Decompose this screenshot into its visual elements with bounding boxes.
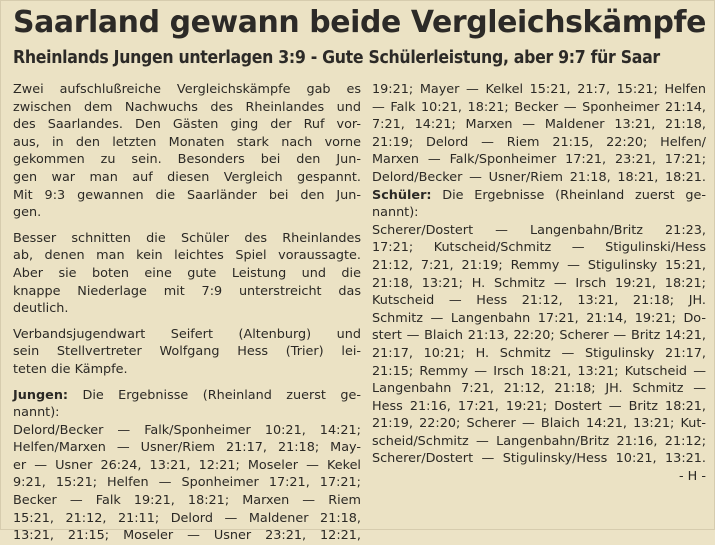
text-line: 21:19; Delord — Riem 21:15, 22:20; Helfen/ — [372, 134, 706, 150]
schueler-results — [372, 187, 706, 486]
headline: Saarland gewann beide Vergleichskämpfe — [13, 5, 707, 40]
text-line: er — Usner 26:24, 13:21, 12:21; Moseler — Kekel — [13, 457, 361, 473]
text-line: ab, denen man kein leichtes Spiel voraussagte. — [13, 248, 361, 264]
leitung-paragraph — [13, 326, 361, 379]
text-line: gekommen zu sein. Besonders bei den Jun- — [13, 152, 361, 168]
text-line: Besser schnitten die Schüler des Rheinlandes — [13, 230, 361, 246]
text-line: 21:19, 22:20; Scherer — Blaich 14:21, 13:21; Kut- — [372, 416, 706, 432]
text-line: teten die Kämpfe. — [13, 361, 128, 377]
text-line: 19:21; Mayer — Kelkel 15:21, 21:7, 15:21; Helfen — [372, 82, 706, 97]
text-line — [13, 387, 361, 405]
text-line: Scherer/Dostert — Stigulinsky/Hess 10:21, 13:21. — [372, 451, 706, 467]
schueler-label: Schüler: — [372, 187, 432, 203]
text-line: Zwei aufschlußreiche Vergleichskämpfe gab es — [13, 82, 361, 97]
text-line: 7:21, 14:21; Marxen — Maldener 13:21, 21:18, — [372, 117, 706, 133]
text-line: 9:21, 15:21; Helfen — Sponheimer 17:21, 17:21; — [13, 475, 361, 491]
text-line: deutlich. — [13, 301, 69, 317]
left-column — [13, 81, 361, 545]
text-line: Becker — Falk 19:21, 18:21; Marxen — Riem — [13, 493, 361, 509]
author-signature: - H - — [679, 469, 706, 485]
text-line — [372, 187, 706, 205]
text-line: aus, in den letzten Monaten stark nach vorne — [13, 134, 361, 150]
text-line: Schmitz — Langenbahn 17:21, 21:14, 19:21; Do- — [372, 310, 706, 326]
text-fragment: Die Ergebnisse (Rheinland zuerst ge- — [431, 187, 706, 203]
text-line: Marxen — Falk/Sponheimer 17:21, 23:21, 17:21; — [372, 152, 706, 168]
text-line: Delord/Becker — Falk/Sponheimer 10:21, 14:21; — [13, 422, 361, 438]
text-line: 21:17, 10:21; H. Schmitz — Stigulinsky 21:17, — [372, 345, 706, 361]
text-line: nannt): — [13, 405, 60, 421]
text-line: Hess 21:16, 17:21, 19:21; Dostert — Britz 18:21, — [372, 398, 706, 414]
schueler-paragraph — [13, 230, 361, 318]
text-fragment: Die Ergebnisse (Rheinland zuerst ge- — [68, 387, 361, 403]
text-line: 17:21; Kutscheid/Schmitz — Stigulinski/Hess — [372, 240, 706, 256]
text-line: 21:12, 7:21, 21:19; Remmy — Stigulinsky 15:21, — [372, 257, 706, 273]
text-line: Delord/Becker — Usner/Riem 21:18, 18:21, 18:21. — [372, 169, 706, 185]
jungen-results-continued — [372, 81, 706, 187]
text-line: 21:15; Remmy — Irsch 18:21, 13:21; Kutscheid — — [372, 363, 706, 379]
text-line: stert — Blaich 21:13, 22:20; Scherer — Britz 14:21, — [372, 328, 706, 344]
text-line: Verbandsjugendwart Seifert (Altenburg) und — [13, 326, 361, 342]
text-line: Mit 9:3 gewannen die Saarländer bei den Jun- — [13, 187, 361, 203]
jungen-results — [13, 387, 361, 545]
text-line: nannt): — [372, 205, 419, 221]
text-line: Aber sie boten eine gute Leistung und die — [13, 265, 361, 281]
text-line: 13:21, 21:15; Moseler — Usner 23:21, 12:21, — [13, 528, 361, 544]
text-line: Kutscheid — Hess 21:12, 13:21, 21:18; JH. — [372, 293, 706, 309]
right-column — [372, 81, 706, 486]
text-line: 21:18, 13:21; H. Schmitz — Irsch 19:21, 18:21; — [372, 275, 706, 291]
text-line: gen war man auf diesen Vergleich gespannt. — [13, 169, 361, 185]
subheadline: Rheinlands Jungen unterlagen 3:9 - Gute Schülerleistung, aber 9:7 für Saar — [13, 48, 660, 68]
intro-paragraph — [13, 81, 361, 222]
text-line: 15:21, 21:12, 21:11; Delord — Maldener 21:18, — [13, 510, 361, 526]
text-line: zwischen dem Nachwuchs des Rheinlandes und — [13, 99, 361, 115]
jungen-label: Jungen: — [13, 387, 69, 403]
text-line: Langenbahn 7:21, 21:12, 21:18; JH. Schmitz — — [372, 381, 706, 397]
text-line: gen. — [13, 205, 42, 221]
text-line: Scherer/Dostert — Langenbahn/Britz 21:23, — [372, 222, 706, 238]
text-line: sein Stellvertreter Wolfgang Hess (Trier) lei- — [13, 344, 361, 360]
text-line: des Saarlandes. Den Gästen ging der Ruf vor- — [13, 117, 361, 133]
text-line: Helfen/Marxen — Usner/Riem 21:17, 21:18; May- — [13, 440, 361, 456]
text-line: — Falk 10:21, 18:21; Becker — Sponheimer 21:14, — [372, 99, 706, 115]
text-line: scheid/Schmitz — Langenbahn/Britz 21:16, 21:12; — [372, 433, 706, 449]
text-line: knappe Niederlage mit 7:9 unterstreicht das — [13, 283, 361, 299]
